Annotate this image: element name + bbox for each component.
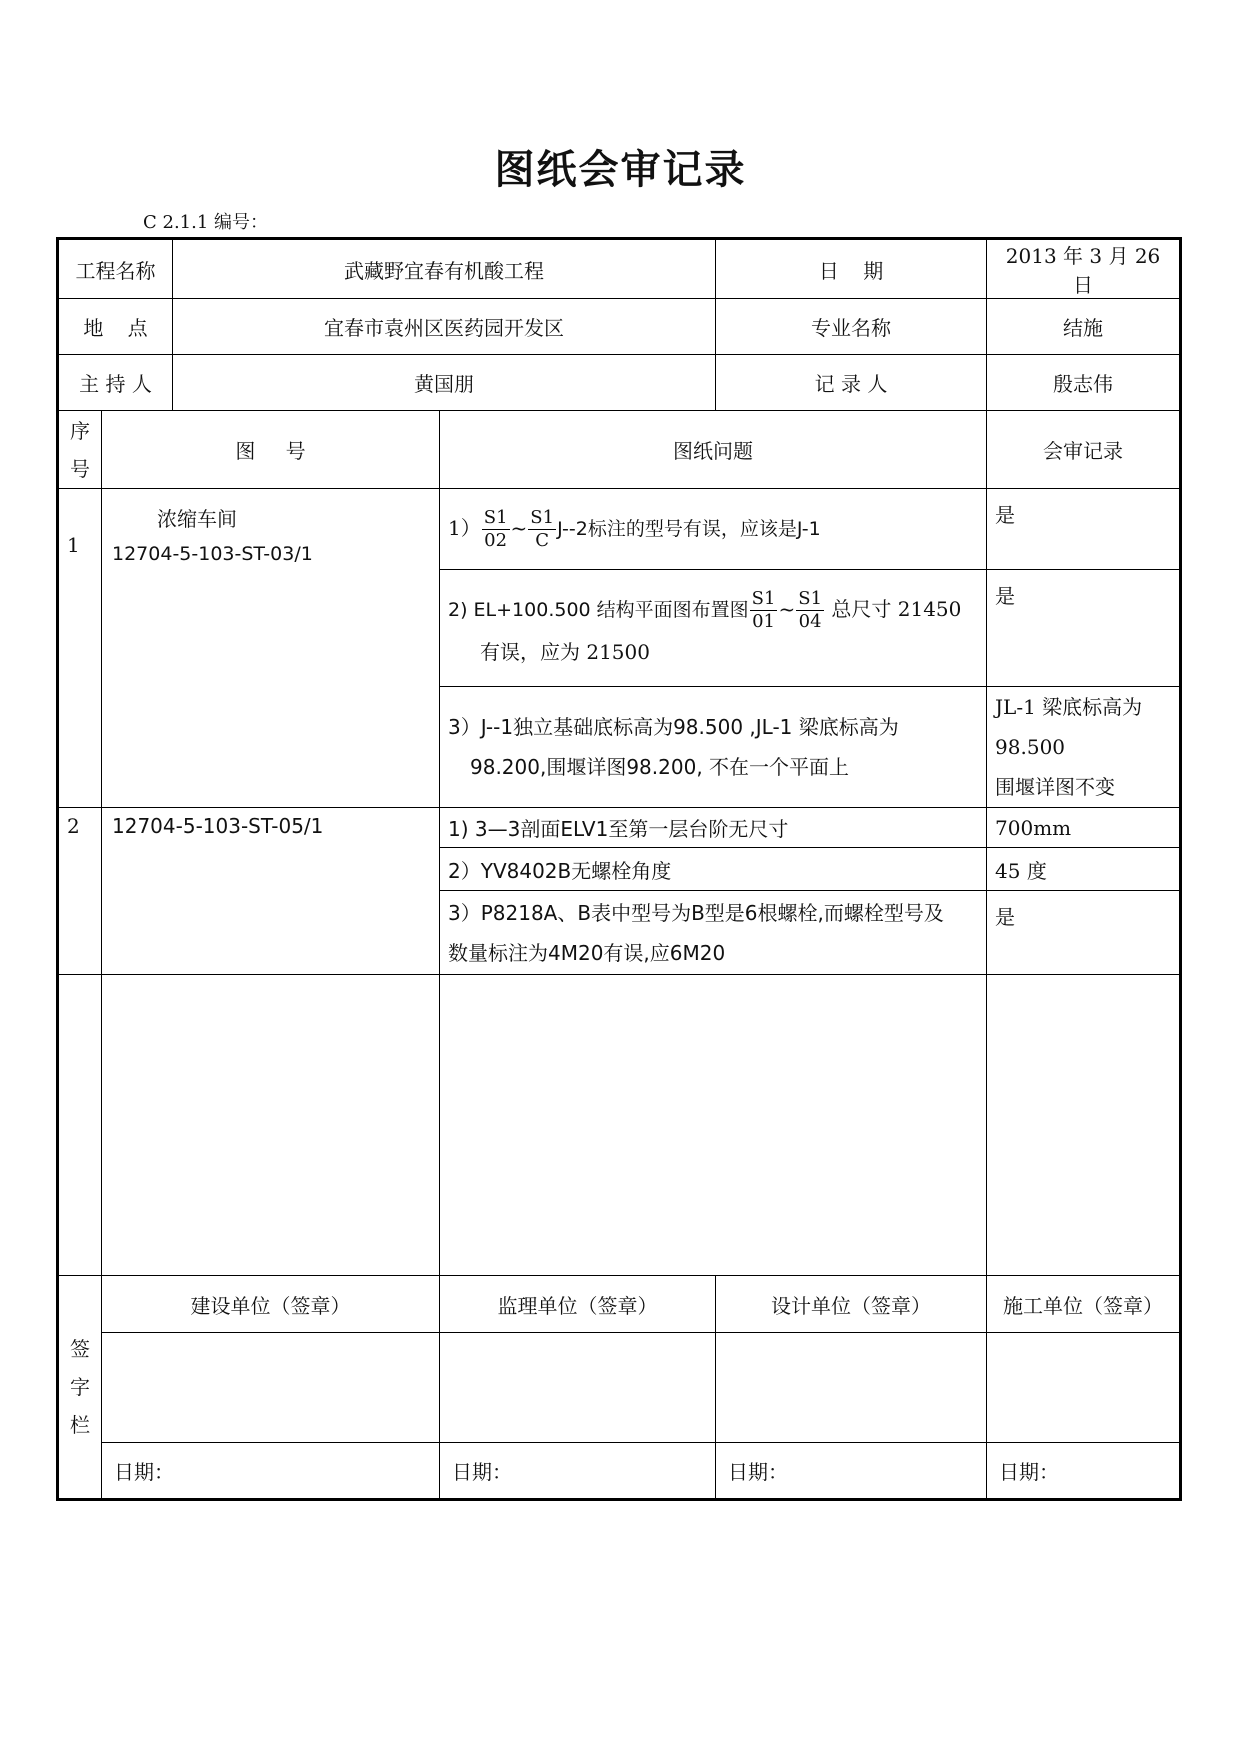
specialty-value: 结施	[987, 299, 1181, 355]
row-1-issue-1: 1） $\frac{S1}{02}$ ~ $\frac{S1}{C}$ J--2标注的型号有误，应该是J-1	[440, 489, 987, 570]
row-1-issue-2-prefix: 2) EL+100.500 结构平面图布置图	[448, 598, 749, 621]
owner-signature-space[interactable]	[102, 1333, 440, 1443]
signature-date-row	[58, 1443, 1181, 1500]
signature-label-char-1: 签	[70, 1337, 90, 1361]
empty-record-cell	[987, 975, 1181, 1276]
supervisor-unit-label: 监理单位（签章）	[440, 1276, 716, 1333]
construction-unit-label: 施工单位（签章）	[987, 1276, 1181, 1333]
signature-space-row	[58, 1333, 1181, 1443]
row-1-seq-text: 1	[67, 533, 80, 557]
row-2-seq-text: 2	[67, 814, 80, 838]
design-date-label: 日期：	[716, 1443, 987, 1500]
location-label: 地 点	[58, 299, 173, 355]
row-1-seq	[58, 489, 102, 808]
drawing-no-header: 图 号	[102, 411, 440, 489]
supervisor-date-label: 日期：	[440, 1443, 716, 1500]
row-1-issue-3	[440, 687, 987, 808]
row-1-record-1: 是	[987, 489, 1181, 570]
row-2-issue-2: 2）YV8402B无螺栓角度	[440, 848, 987, 891]
row-1-issue-1-text: J--2标注的型号有误，应该是J-1	[557, 517, 821, 540]
supervisor-signature-space[interactable]	[440, 1333, 716, 1443]
table-row	[58, 808, 1181, 848]
seq-header-text: 序号	[70, 418, 90, 481]
row-2-issue-1: 1) 3—3剖面ELV1至第一层台阶无尺寸	[440, 808, 987, 848]
row-1-record-2: 是	[987, 570, 1181, 687]
row-2-record-3: 是	[987, 891, 1181, 975]
fraction-s1-c: $\frac{S1}{C}$	[530, 506, 555, 551]
row-2-issue-3-line2: 数量标注为4M20有误,应6M20	[448, 940, 726, 965]
row-1-issue-3-line2: 98.200,围堰详图98.200, 不在一个平面上	[470, 755, 850, 779]
issue-header: 图纸问题	[440, 411, 987, 489]
page-title: 图纸会审记录	[494, 146, 747, 193]
row-1-issue-2-text: 总尺寸 21450	[825, 596, 962, 621]
recorder-value: 殷志伟	[987, 355, 1181, 411]
signature-header-row	[58, 1276, 1181, 1333]
row-1-drawing-no: 12704-5-103-ST-03/1	[112, 543, 313, 565]
fraction-s1-02: $\frac{S1}{02}$	[483, 506, 508, 551]
fraction-s1-04: $\frac{S1}{04}$	[798, 587, 823, 632]
record-header: 会审记录	[987, 411, 1181, 489]
row-1-record-3-line2: 围堰详图不变	[995, 775, 1116, 799]
row-1-issue-2-line2: 有误，应为 21500	[480, 639, 650, 664]
host-value: 黄国朋	[173, 355, 716, 411]
project-name-label: 工程名称	[58, 239, 173, 299]
review-record-table	[56, 237, 1182, 1501]
design-unit-label: 设计单位（签章）	[716, 1276, 987, 1333]
project-name-value: 武藏野宜春有机酸工程	[173, 239, 716, 299]
table-row	[58, 489, 1181, 570]
row-2-record-1: 700mm	[987, 808, 1181, 848]
signature-label-char-3: 栏	[70, 1413, 90, 1437]
construction-signature-space[interactable]	[987, 1333, 1181, 1443]
fraction-s1-01: $\frac{S1}{01}$	[751, 587, 776, 632]
document-code: C 2.1.1 编号：	[143, 212, 269, 233]
row-2-seq	[58, 808, 102, 975]
row-2-issue-3-line1: 3）P8218A、B表中型号为B型是6根螺栓,而螺栓型号及	[448, 900, 944, 925]
row-1-issue-1-prefix: 1）	[448, 515, 481, 540]
row-1-drawing	[102, 489, 440, 808]
row-1-record-3-line1: JL-1 梁底标高为 98.500	[995, 695, 1143, 759]
location-value: 宜春市袁州区医药园开发区	[173, 299, 716, 355]
date-label: 日 期	[716, 239, 987, 299]
signature-label-char-2: 字	[70, 1375, 90, 1399]
owner-date-label: 日期：	[102, 1443, 440, 1500]
recorder-label: 记 录 人	[716, 355, 987, 411]
row-2-record-2: 45 度	[987, 848, 1181, 891]
row-2-issue-3	[440, 891, 987, 975]
row-1-drawing-title: 浓缩车间	[157, 507, 237, 531]
design-signature-space[interactable]	[716, 1333, 987, 1443]
row-2-drawing-no: 12704-5-103-ST-05/1	[102, 808, 440, 975]
row-1-issue-3-line1: 3）J--1独立基础底标高为98.500 ,JL-1 梁底标高为	[448, 715, 899, 739]
row-1-issue-2: 2) EL+100.500 结构平面图布置图 $\frac{S1}{01}$ ~ $\frac{S1}{04}$ 总尺寸 21450 有误，应为 21500	[440, 570, 987, 687]
seq-header	[58, 411, 102, 489]
owner-unit-label: 建设单位（签章）	[102, 1276, 440, 1333]
specialty-label: 专业名称	[716, 299, 987, 355]
empty-issue-cell	[440, 975, 987, 1276]
empty-seq-cell	[58, 975, 102, 1276]
empty-row	[58, 975, 1181, 1276]
row-1-record-3	[987, 687, 1181, 808]
construction-date-label: 日期：	[987, 1443, 1181, 1500]
empty-drawing-cell	[102, 975, 440, 1276]
host-label: 主 持 人	[58, 355, 173, 411]
date-value: 2013 年 3 月 26 日	[987, 239, 1181, 299]
signature-label	[58, 1276, 102, 1500]
